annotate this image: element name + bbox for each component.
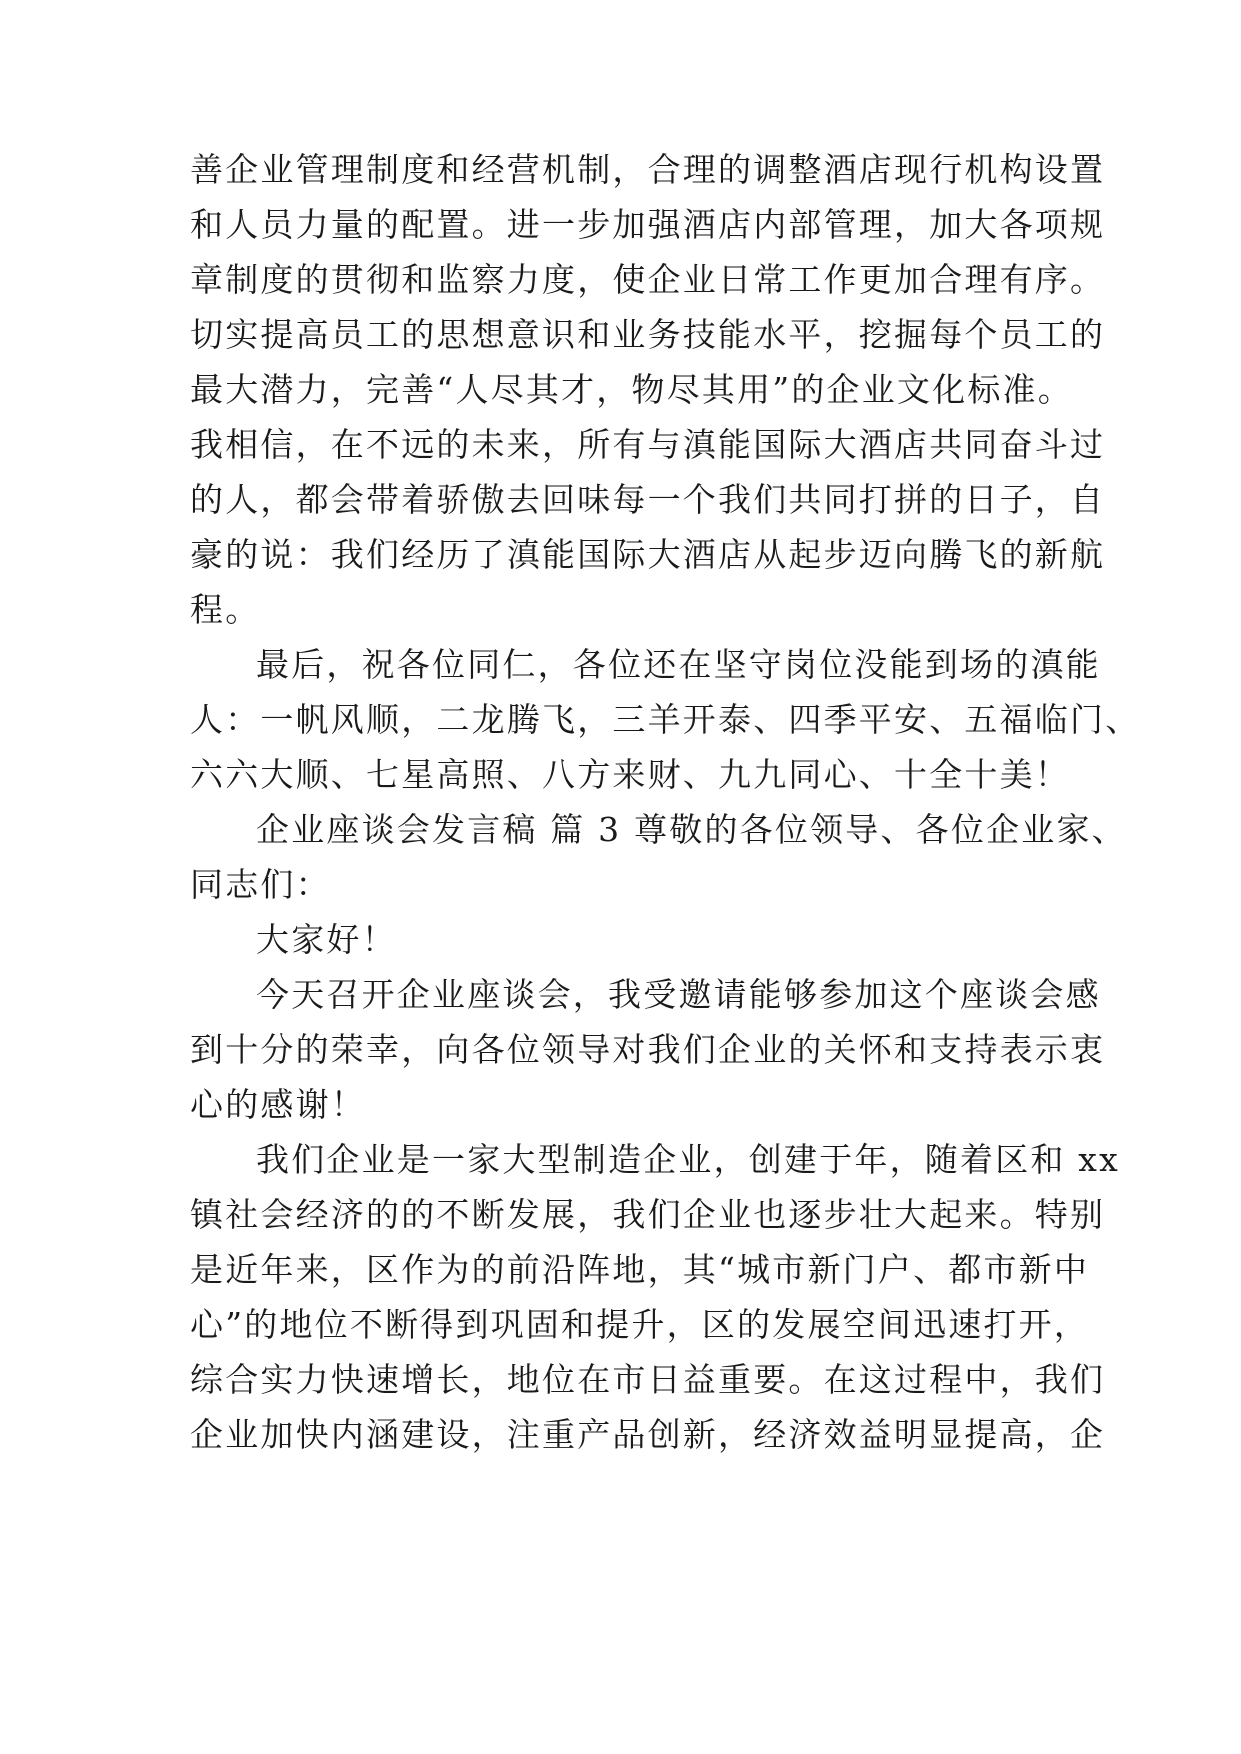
text-line: 章制度的贯彻和监察力度，使企业日常工作更加合理有序。 bbox=[190, 260, 1106, 299]
text-line: 镇社会经济的的不断发展，我们企业也逐步壮大起来。特别 bbox=[190, 1195, 1106, 1234]
text-line: 程。 bbox=[190, 590, 261, 629]
paragraph-first-line: 最后，祝各位同仁，各位还在坚守岗位没能到场的滇能 bbox=[256, 645, 1101, 684]
text-line: 和人员力量的配置。进一步加强酒店内部管理，加大各项规 bbox=[190, 205, 1106, 244]
text-line: 心的感谢！ bbox=[190, 1085, 366, 1124]
text-line: 我相信，在不远的未来，所有与滇能国际大酒店共同奋斗过 bbox=[190, 425, 1106, 464]
text-line: 综合实力快速增长，地位在市日益重要。在这过程中，我们 bbox=[190, 1360, 1106, 1399]
greeting-line: 大家好！ bbox=[256, 920, 397, 959]
text-line: 心”的地位不断得到巩固和提升，区的发展空间迅速打开， bbox=[190, 1305, 1090, 1344]
text-line: 是近年来，区作为的前沿阵地，其“城市新门户、都市新中 bbox=[190, 1250, 1090, 1289]
text-line: 六六大顺、七星高照、八方来财、九九同心、十全十美！ bbox=[190, 755, 1070, 794]
text-line: 同志们： bbox=[190, 865, 331, 904]
text-line: 最大潜力，完善“人尽其才，物尽其用”的企业文化标准。 bbox=[190, 370, 1073, 409]
text-line: 善企业管理制度和经营机制，合理的调整酒店现行机构设置 bbox=[190, 150, 1106, 189]
text-line: 的人，都会带着骄傲去回味每一个我们共同打拼的日子，自 bbox=[190, 480, 1106, 519]
paragraph-first-line: 企业座谈会发言稿 篇 3 尊敬的各位领导、各位企业家、 bbox=[256, 810, 1127, 849]
text-line: 豪的说：我们经历了滇能国际大酒店从起步迈向腾飞的新航 bbox=[190, 535, 1106, 574]
paragraph-first-line: 我们企业是一家大型制造企业，创建于年，随着区和 xx bbox=[256, 1140, 1120, 1179]
text-line: 切实提高员工的思想意识和业务技能水平，挖掘每个员工的 bbox=[190, 315, 1106, 354]
text-line: 到十分的荣幸，向各位领导对我们企业的关怀和支持表示衷 bbox=[190, 1030, 1106, 1069]
text-line: 人：一帆风顺，二龙腾飞，三羊开泰、四季平安、五福临门、 bbox=[190, 700, 1141, 739]
text-line: 企业加快内涵建设，注重产品创新，经济效益明显提高，企 bbox=[190, 1415, 1106, 1454]
paragraph-first-line: 今天召开企业座谈会，我受邀请能够参加这个座谈会感 bbox=[256, 975, 1101, 1014]
